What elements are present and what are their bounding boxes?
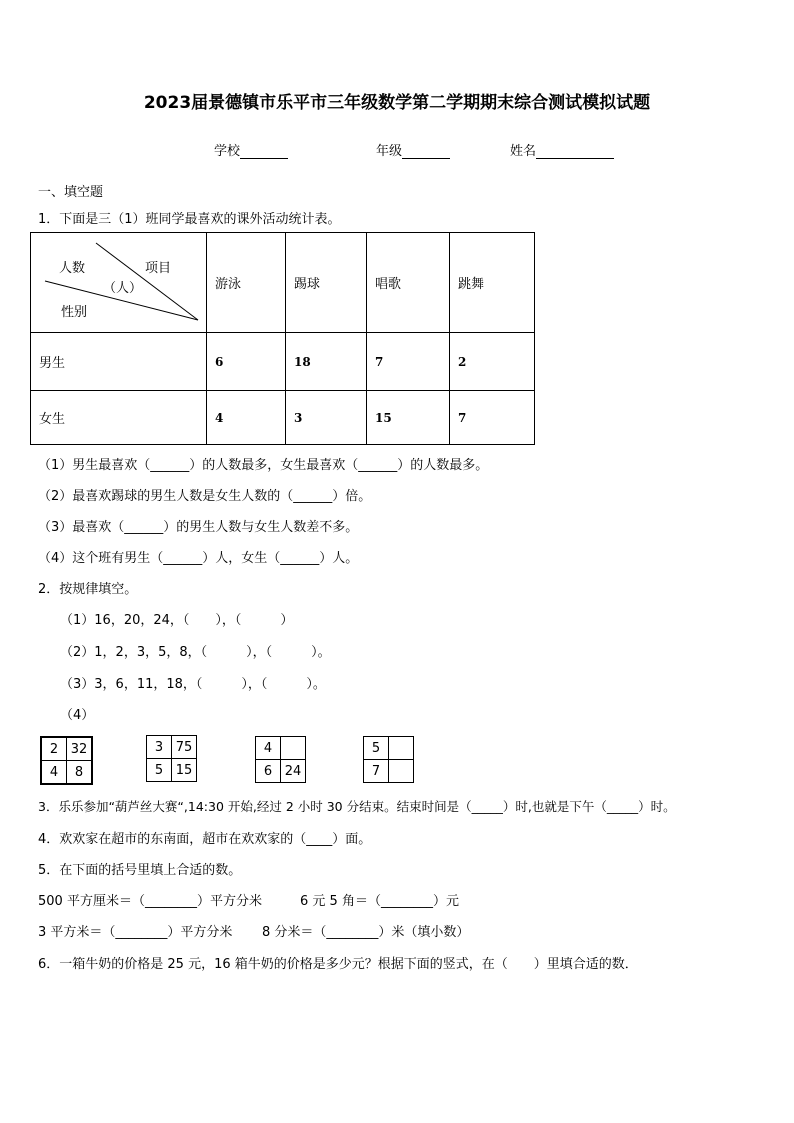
school-blank[interactable] [240, 144, 288, 159]
number-grid-1 [40, 736, 93, 785]
name-label: 姓名 [510, 144, 537, 159]
page-title: 2023届景德镇市乐平市三年级数学第二学期期末综合测试模拟试题 [143, 93, 651, 113]
grid-cell[interactable] [389, 737, 414, 760]
grade-blank[interactable] [402, 144, 450, 159]
grid-cell: 5 [147, 759, 172, 782]
grid-cell[interactable] [389, 760, 414, 783]
q5-line-2a: 3 平方米＝（________）平方分米 [38, 925, 233, 940]
grid-cell: 4 [256, 737, 281, 760]
grade-label: 年级 [376, 144, 403, 159]
grid-cell: 15 [172, 759, 197, 782]
number-grid-2 [146, 735, 197, 782]
table-row [31, 333, 535, 391]
column-header: 游泳 [207, 233, 286, 333]
grid-cell[interactable] [281, 737, 306, 760]
q5-line-1b: 6 元 5 角＝（________）元 [300, 894, 459, 909]
grid-cell: 8 [67, 761, 93, 785]
grid-cell: 32 [67, 737, 93, 761]
name-blank[interactable] [536, 144, 614, 159]
question-1: 1．下面是三（1）班同学最喜欢的课外活动统计表。 [38, 212, 341, 227]
column-header: 跳舞 [450, 233, 535, 333]
corner-item-label: 项目 [145, 261, 172, 276]
row-label: 女生 [31, 391, 207, 445]
table-row [31, 391, 535, 445]
grid-cell: 5 [364, 737, 389, 760]
q1-sub-3: （3）最喜欢（______）的男生人数与女生人数差不多。 [38, 520, 359, 535]
activity-table [30, 232, 535, 445]
grid-cell: 7 [364, 760, 389, 783]
table-cell: 18 [286, 333, 367, 391]
corner-gender-label: 性别 [61, 305, 88, 320]
question-3: 3．乐乐参加“葫芦丝大赛“,14:30 开始,经过 2 小时 30 分结束。结束时间是（_____）时,也就是下午（_____）时。 [38, 799, 676, 814]
grade-field [376, 140, 450, 159]
q1-sub-1: （1）男生最喜欢（______）的人数最多，女生最喜欢（______）的人数最多。 [38, 458, 489, 473]
corner-unit-label: （人） [103, 281, 143, 296]
q2-sub-4: （4） [60, 708, 95, 723]
grid-cell: 24 [281, 760, 306, 783]
grid-cell: 3 [147, 736, 172, 759]
table-cell: 3 [286, 391, 367, 445]
table-cell: 4 [207, 391, 286, 445]
q1-sub-4: （4）这个班有男生（______）人，女生（______）人。 [38, 551, 359, 566]
column-header: 踢球 [286, 233, 367, 333]
table-cell: 15 [367, 391, 450, 445]
q2-sub-3: （3）3，6，11，18，（ ），（ ）。 [60, 677, 326, 692]
q5-line-2b: 8 分米＝（________）米（填小数） [262, 925, 470, 940]
corner-count-label: 人数 [59, 261, 86, 276]
grid-cell: 2 [41, 737, 67, 761]
name-field [510, 140, 614, 159]
number-grid-4 [363, 736, 414, 783]
number-grid-3 [255, 736, 306, 783]
table-cell: 2 [450, 333, 535, 391]
question-6: 6．一箱牛奶的价格是 25 元，16 箱牛奶的价格是多少元？根据下面的竖式，在（ ）里填合适的数． [38, 957, 638, 972]
q5-line-1a: 500 平方厘米＝（________）平方分米 [38, 894, 262, 909]
question-4: 4．欢欢家在超市的东南面，超市在欢欢家的（____）面。 [38, 832, 372, 847]
grid-cell: 75 [172, 736, 197, 759]
row-label: 男生 [31, 333, 207, 391]
grid-cell: 6 [256, 760, 281, 783]
q2-sub-1: （1）16，20，24，（ ），（ ） [60, 613, 294, 628]
table-cell: 7 [450, 391, 535, 445]
table-header-corner [31, 233, 207, 333]
table-cell: 7 [367, 333, 450, 391]
question-2: 2．按规律填空。 [38, 582, 138, 597]
grid-cell: 4 [41, 761, 67, 785]
q2-sub-2: （2）1，2，3，5，8，（ ），（ ）。 [60, 645, 331, 660]
column-header: 唱歌 [367, 233, 450, 333]
school-field [214, 140, 288, 159]
q1-sub-2: （2）最喜欢踢球的男生人数是女生人数的（______）倍。 [38, 489, 372, 504]
table-cell: 6 [207, 333, 286, 391]
school-label: 学校 [214, 144, 241, 159]
section-heading: 一、填空题 [38, 185, 104, 200]
question-5: 5．在下面的括号里填上合适的数。 [38, 863, 242, 878]
